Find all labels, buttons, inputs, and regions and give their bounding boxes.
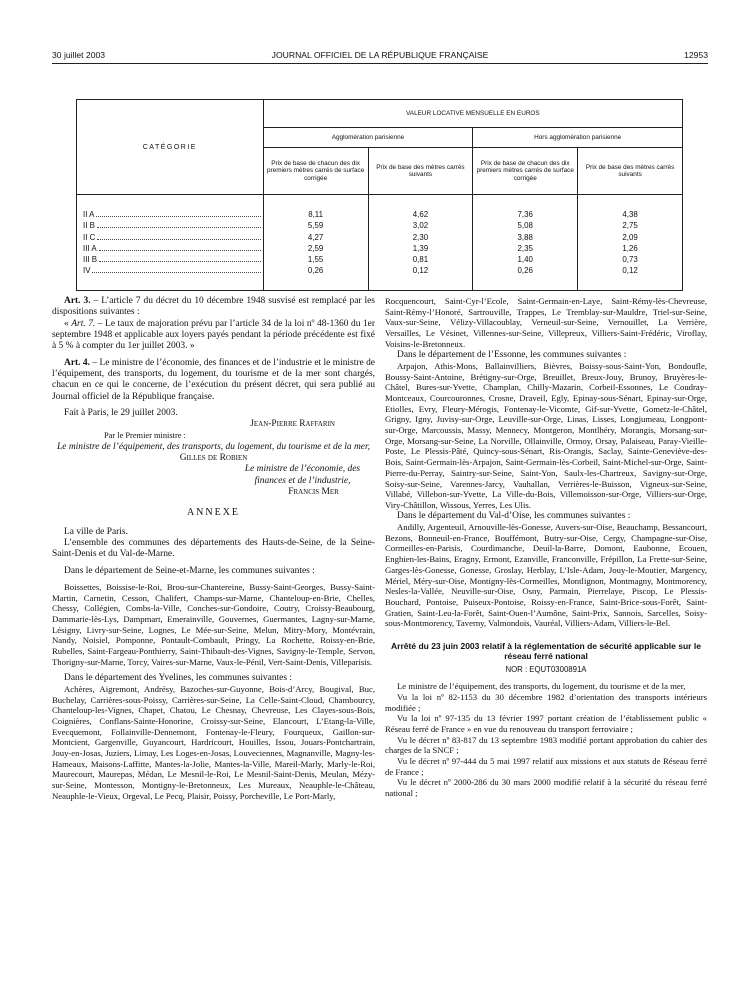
category-name: IV bbox=[83, 266, 91, 276]
table-cell: 0,26 bbox=[517, 266, 533, 276]
article-7-quote bbox=[52, 319, 375, 353]
commune-list: Achères, Aigremont, Andrésy, Bazoches-sur-Guyonne, Bois-d’Arcy, Bougival, Buc, Buchelay, Carrières-sous-Poissy, Carrières-sur-Seine, La Celle-Saint-Cloud, Chambourcy, Chanteloup-les-Vignes, Chapet, Chatou, Le Chesnay, Chevreuse, Les Clayes-sous-Bois, Coignières, Conflans-Sainte-Honorine, Croissy-sur-Seine, Elancourt, L’Etang-la-Ville, Evecquemont, Follainville-Dennemont, Fontenay-le-Fleury, Fourqueux, Gaillon-sur-Montcient, Gargenville, Guyancourt, Hardricourt, Houilles, Issou, Jouars-Pontchartrain, Jouy-en-Josas, Juziers, Limay, Les Loges-en-Josas, Louveciennes, Magnanville, Magny-les-Hameaux, Maisons-Laffitte, Mantes-la-Jolie, Mantes-la-Ville, Mareil-Marly, Marly-le-Roi, Maurecourt, Maurepas, Médan, Le Mesnil-le-Roi, Le Mesnil-Saint-Denis, Meulan, Mézy-sur-Seine, Montesson, Montigny-le-Bretonneux, Les Mureaux, Neauphle-le-Château, Neauphle-le-Vieux, Orgeval, Le Pecq, Plaisir, Poissy, Porcheville, Le Port-Marly, bbox=[52, 683, 375, 801]
category-name: III A bbox=[83, 243, 97, 253]
paragraph: Dans le département de Seine-et-Marne, les communes suivantes : bbox=[64, 565, 315, 576]
sub-header-hors-first: Prix de base de chacun des dix premiers mètres carrés de surface corrigée bbox=[473, 148, 578, 195]
visa: Vu le décret nº 83-817 du 13 septembre 1983 modifié portant approbation du cahier des charges de la SNCF ; bbox=[385, 734, 707, 756]
table-cell: 2,30 bbox=[412, 232, 429, 242]
article-label: Art. 3. bbox=[64, 296, 91, 306]
sub-header-paris-first: Prix de base de chacun des dix premiers mètres carrés de surface corrigée bbox=[263, 148, 368, 195]
table-cell: 4,62 bbox=[412, 210, 429, 219]
table-cell: 0,26 bbox=[307, 266, 324, 276]
category-row bbox=[83, 243, 263, 254]
table-cell: 2,09 bbox=[622, 232, 638, 242]
table-cell: 1,26 bbox=[622, 243, 638, 253]
table-cell: 1,55 bbox=[307, 255, 324, 265]
article-label: Art. 4. bbox=[64, 357, 90, 368]
table-cell: 4,27 bbox=[307, 232, 324, 242]
header-journal-title: JOURNAL OFFICIEL DE LA RÉPUBLIQUE FRANÇAISE bbox=[271, 50, 489, 60]
header-rule bbox=[52, 63, 708, 64]
table-cell: 3,02 bbox=[412, 221, 429, 231]
paris-next-values bbox=[368, 195, 473, 291]
category-name: II A bbox=[83, 210, 95, 219]
article-text: – Le taux de majoration prévu par l’article 34 de la loi nº 48-1360 du 1er septembre 1948 et applicable aux loyers payés pendant la période précédente est fixé à 5 % à compter du 1er juillet 2003. » bbox=[52, 318, 376, 352]
paris-first-values bbox=[263, 195, 368, 291]
category-row bbox=[83, 232, 263, 243]
hors-next-values bbox=[578, 195, 683, 291]
article-3 bbox=[52, 296, 375, 319]
group-header-hors: Hors agglomération parisienne bbox=[473, 128, 683, 148]
category-row bbox=[83, 209, 263, 220]
category-row bbox=[83, 254, 263, 265]
signature-date: Fait à Paris, le 29 juillet 2003. bbox=[64, 407, 178, 418]
category-name: III B bbox=[83, 255, 98, 265]
signatory-prime-minister: Jean-Pierre Raffarin bbox=[250, 419, 335, 430]
table-cell: 2,35 bbox=[517, 243, 533, 253]
header-page-number: 12953 bbox=[684, 50, 708, 60]
commune-list: Boissettes, Boissise-le-Roi, Brou-sur-Chantereine, Bussy-Saint-Georges, Bussy-Saint-Martin, Carnetin, Cesson, Chalifert, Champs-sur-Marne, Chanteloup-en-Brie, Chelles, Chessy, Collégien, Combs-la-Ville, Conches-sur-Gondoire, Coutry, Croissy-Beaubourg, Dammarie-lès-Lys, Dampmart, Emerainville, Gouvernes, Guermantes, Lagny-sur-Marne, Lésigny, Livry-sur-Seine, Lognes, Le Mée-sur-Seine, Melun, Mitry-Mory, Montévrain, Nandy, Noisiel, Pomponne, Pontault-Combault, Pringy, La Rochette, Roissy-en-Brie, Rubelles, Saint-Fargeau-Ponthierry, Saint-Thibault-des-Vignes, Savigny-le-Temple, Servon, Thorigny-sur-Marne, Torcy, Vaires-sur-Marne, Vaux-le-Pénil, Vert-Saint-Denis, Villeparisis. bbox=[52, 581, 375, 667]
table-cell: 0,12 bbox=[622, 266, 638, 276]
visa: Vu le décret nº 2000-286 du 30 mars 2000 modifié relatif à la sécurité du réseau ferré national ; bbox=[385, 777, 707, 799]
annexe-heading: ANNEXE bbox=[186, 507, 241, 519]
commune-list: Andilly, Argenteuil, Arnouville-lès-Gonesse, Auvers-sur-Oise, Beauchamp, Bessancourt, Bezons, Bonneuil-en-France, Bouffémont, Butry-sur-Oise, Cergy, Champagne-sur-Oise, Cormeilles-en-Parisis, Courdimanche, Deuil-la-Barre, Domont, Eaubonne, Ecouen, Enghien-les-Bains, Eragny, Ermont, Ezanville, Franconville, Frépillon, La Frette-sur-Seine, Garges-lès-Gonesse, Gonesse, Groslay, Herblay, L’Isle-Adam, Jouy-le-Moutier, Margency, Mériel, Méry-sur-Oise, Montigny-lès-Cormeilles, Montlignon, Montmagny, Montmorency, Nesles-la-Vallée, Neuville-sur-Oise, Osny, Parmain, Pierrelaye, Piscop, Le Plessis-Bouchard, Pontoise, Puiseux-Pontoise, Roissy-en-France, Saint-Brice-sous-Forêt, Saint-Gratien, Saint-Leu-la-Forêt, Saint-Ouen-l’Aumône, Saint-Prix, Sannois, Sarcelles, Soisy-sous-Montmorency, Taverny, Valmondois, Vauréal, Villiers-Adam, Villiers-le-Bel. bbox=[385, 521, 707, 629]
right-column bbox=[385, 296, 707, 799]
category-name: II C bbox=[83, 232, 96, 242]
visa: Vu le décret nº 97-444 du 5 mai 1997 relatif aux missions et aux statuts de Réseau ferré de France ; bbox=[385, 756, 707, 777]
left-column bbox=[52, 296, 375, 802]
article-text: – L’article 7 du décret du 10 décembre 1948 susvisé est remplacé par les dispositions suivantes : bbox=[52, 296, 375, 318]
paragraph: La ville de Paris. bbox=[64, 526, 128, 537]
sub-header-paris-next: Prix de base des mètres carrés suivants bbox=[368, 148, 473, 195]
table-cell: 5,08 bbox=[517, 221, 533, 231]
table-top-header: VALEUR LOCATIVE MENSUELLE EN EUROS bbox=[263, 100, 682, 128]
paragraph: L’ensemble des communes des départements des Hauts-de-Seine, de la Seine-Saint-Denis et du Val-de-Marne. bbox=[52, 537, 375, 560]
category-row bbox=[83, 220, 263, 231]
rental-value-table bbox=[76, 99, 683, 291]
group-header-paris: Agglomération parisienne bbox=[263, 128, 473, 148]
page-header bbox=[52, 50, 708, 64]
paragraph: Dans le département des Yvelines, les communes suivantes : bbox=[64, 672, 293, 683]
category-header: CATÉGORIE bbox=[77, 100, 264, 195]
signatory-equipment: Gilles de Robien bbox=[179, 453, 248, 464]
paragraph: Dans le département de l’Essonne, les communes suivantes : bbox=[397, 349, 627, 360]
minister-equipment-title: Le ministre de l’équipement, des transports, du logement, du tourisme et de la mer, bbox=[57, 441, 370, 452]
minister-economy-title: Le ministre de l’économie, des finances et de l’industrie, bbox=[244, 464, 361, 486]
signatory-economy: Francis Mer bbox=[288, 487, 339, 497]
paragraph: Le ministre de l’équipement, des transports, du logement, du tourisme et de la mer, bbox=[397, 681, 686, 692]
commune-list: Rocquencourt, Saint-Cyr-l’Ecole, Saint-Germain-en-Laye, Saint-Rémy-lès-Chevreuse, Saint-Rémy-l’Honoré, Sartrouville, Trappes, Le Tremblay-sur-Mauldre, Triel-sur-Seine, Vaux-sur-Seine, Vélizy-Villacoublay, Verneuil-sur-Seine, Vernouillet, La Verrière, Versailles, Le Vésinet, Villennes-sur-Seine, Villepreux, Villiers-Saint-Frédéric, Viroflay, Voisins-le-Bretonneux. bbox=[385, 296, 707, 349]
paragraph: Dans le département du Val-d’Oise, les communes suivantes : bbox=[397, 510, 631, 521]
table-cell: 0,12 bbox=[412, 266, 429, 276]
table-cell: 7,36 bbox=[517, 210, 533, 219]
article-text: – Le ministre de l’économie, des finances et de l’industrie et le ministre de l’équipement, des transports, du logement, du tourisme et de la mer sont chargés, chacun en ce qui le concerne, de l’exécution du présent décret, qui sera publié au Journal officiel de la République française. bbox=[52, 357, 375, 402]
sub-header-hors-next: Prix de base des mètres carrés suivants bbox=[578, 148, 683, 195]
visa: Vu la loi nº 82-1153 du 30 décembre 1982 d’orientation des transports intérieurs modifiée ; bbox=[385, 691, 707, 713]
table-cell: 8,11 bbox=[308, 210, 323, 219]
table-cell: 1,39 bbox=[412, 243, 429, 253]
table-cell: 3,88 bbox=[517, 232, 533, 242]
table-cell: 0,73 bbox=[622, 255, 638, 265]
article-label: Art. 7. bbox=[71, 318, 96, 329]
arrete-title: Arrêté du 23 juin 2003 relatif à la réglementation de sécurité applicable sur le réseau ferré national bbox=[391, 641, 701, 662]
hors-first-values bbox=[473, 195, 578, 291]
header-date: 30 juillet 2003 bbox=[52, 50, 106, 60]
table-cell: 0,81 bbox=[412, 255, 429, 265]
table-cell: 1,40 bbox=[517, 255, 533, 265]
table-cell: 2,59 bbox=[307, 243, 324, 253]
category-name: II B bbox=[83, 221, 95, 231]
table-cell: 2,75 bbox=[622, 221, 638, 231]
commune-list: Arpajon, Athis-Mons, Ballainvilliers, Bièvres, Boissy-sous-Saint-Yon, Bondoufle, Boussy-Saint-Antoine, Brétigny-sur-Orge, Breuillet, Breux-Jouy, Brunoy, Bruyères-le-Châtel, Bures-sur-Yvette, Champlan, Chilly-Mazarin, Corbeil-Essonnes, Le Coudray-Montceaux, Courcouronnes, Crosne, Draveil, Egly, Epinay-sous-Sénart, Epinay-sur-Orge, Etiolles, Evry, Fleury-Mérogis, Fontenay-le-Vicomte, Gif-sur-Yvette, Gometz-le-Châtel, Grigny, Igny, Juvisy-sur-Orge, Leuville-sur-Orge, Linas, Lisses, Longjumeau, Longpont-sur-Orge, Marcoussis, Massy, Mennecy, Montgeron, Montlhéry, Morangis, Morsang-sur-Orge, Morsang-sur-Seine, La Norville, Ollainville, Ormoy, Orsay, Palaiseau, Paray-Vieille-Poste, Le Plessis-Pâté, Quincy-sous-Sénart, Ris-Orangis, Saclay, Sainte-Geneviève-des-Bois, Saint-Germain-lès-Arpajon, Saint-Germain-lès-Corbeil, Saint-Michel-sur-Orge, Saint-Pierre-du-Perray, Saintry-sur-Seine, Saint-Yon, Saulx-les-Chartreux, Savigny-sur-Orge, Soisy-sur-Seine, Varennes-Jarcy, Vauhallan, Verrières-le-Buisson, Vigneux-sur-Seine, Villabé, Villebon-sur-Yvette, La Ville-du-Bois, Villemoisson-sur-Orge, Villiers-sur-Orge, Viry-Châtillon, Wissous, Yerres, Les Ulis. bbox=[385, 360, 707, 510]
visa: Vu la loi nº 97-135 du 13 février 1997 portant création de l’établissement public « Réseau ferré de France » en vue du renouveau du transport ferroviaire ; bbox=[385, 713, 707, 734]
par-premier-ministre: Par le Premier ministre : bbox=[104, 431, 186, 441]
category-cell bbox=[77, 195, 264, 291]
table-cell: 5,59 bbox=[307, 221, 324, 231]
article-4 bbox=[52, 358, 375, 403]
table-cell: 4,38 bbox=[622, 210, 638, 219]
quote-open: « bbox=[64, 318, 72, 329]
category-row bbox=[83, 265, 263, 276]
nor-reference: NOR : EQUT0300891A bbox=[505, 664, 587, 674]
